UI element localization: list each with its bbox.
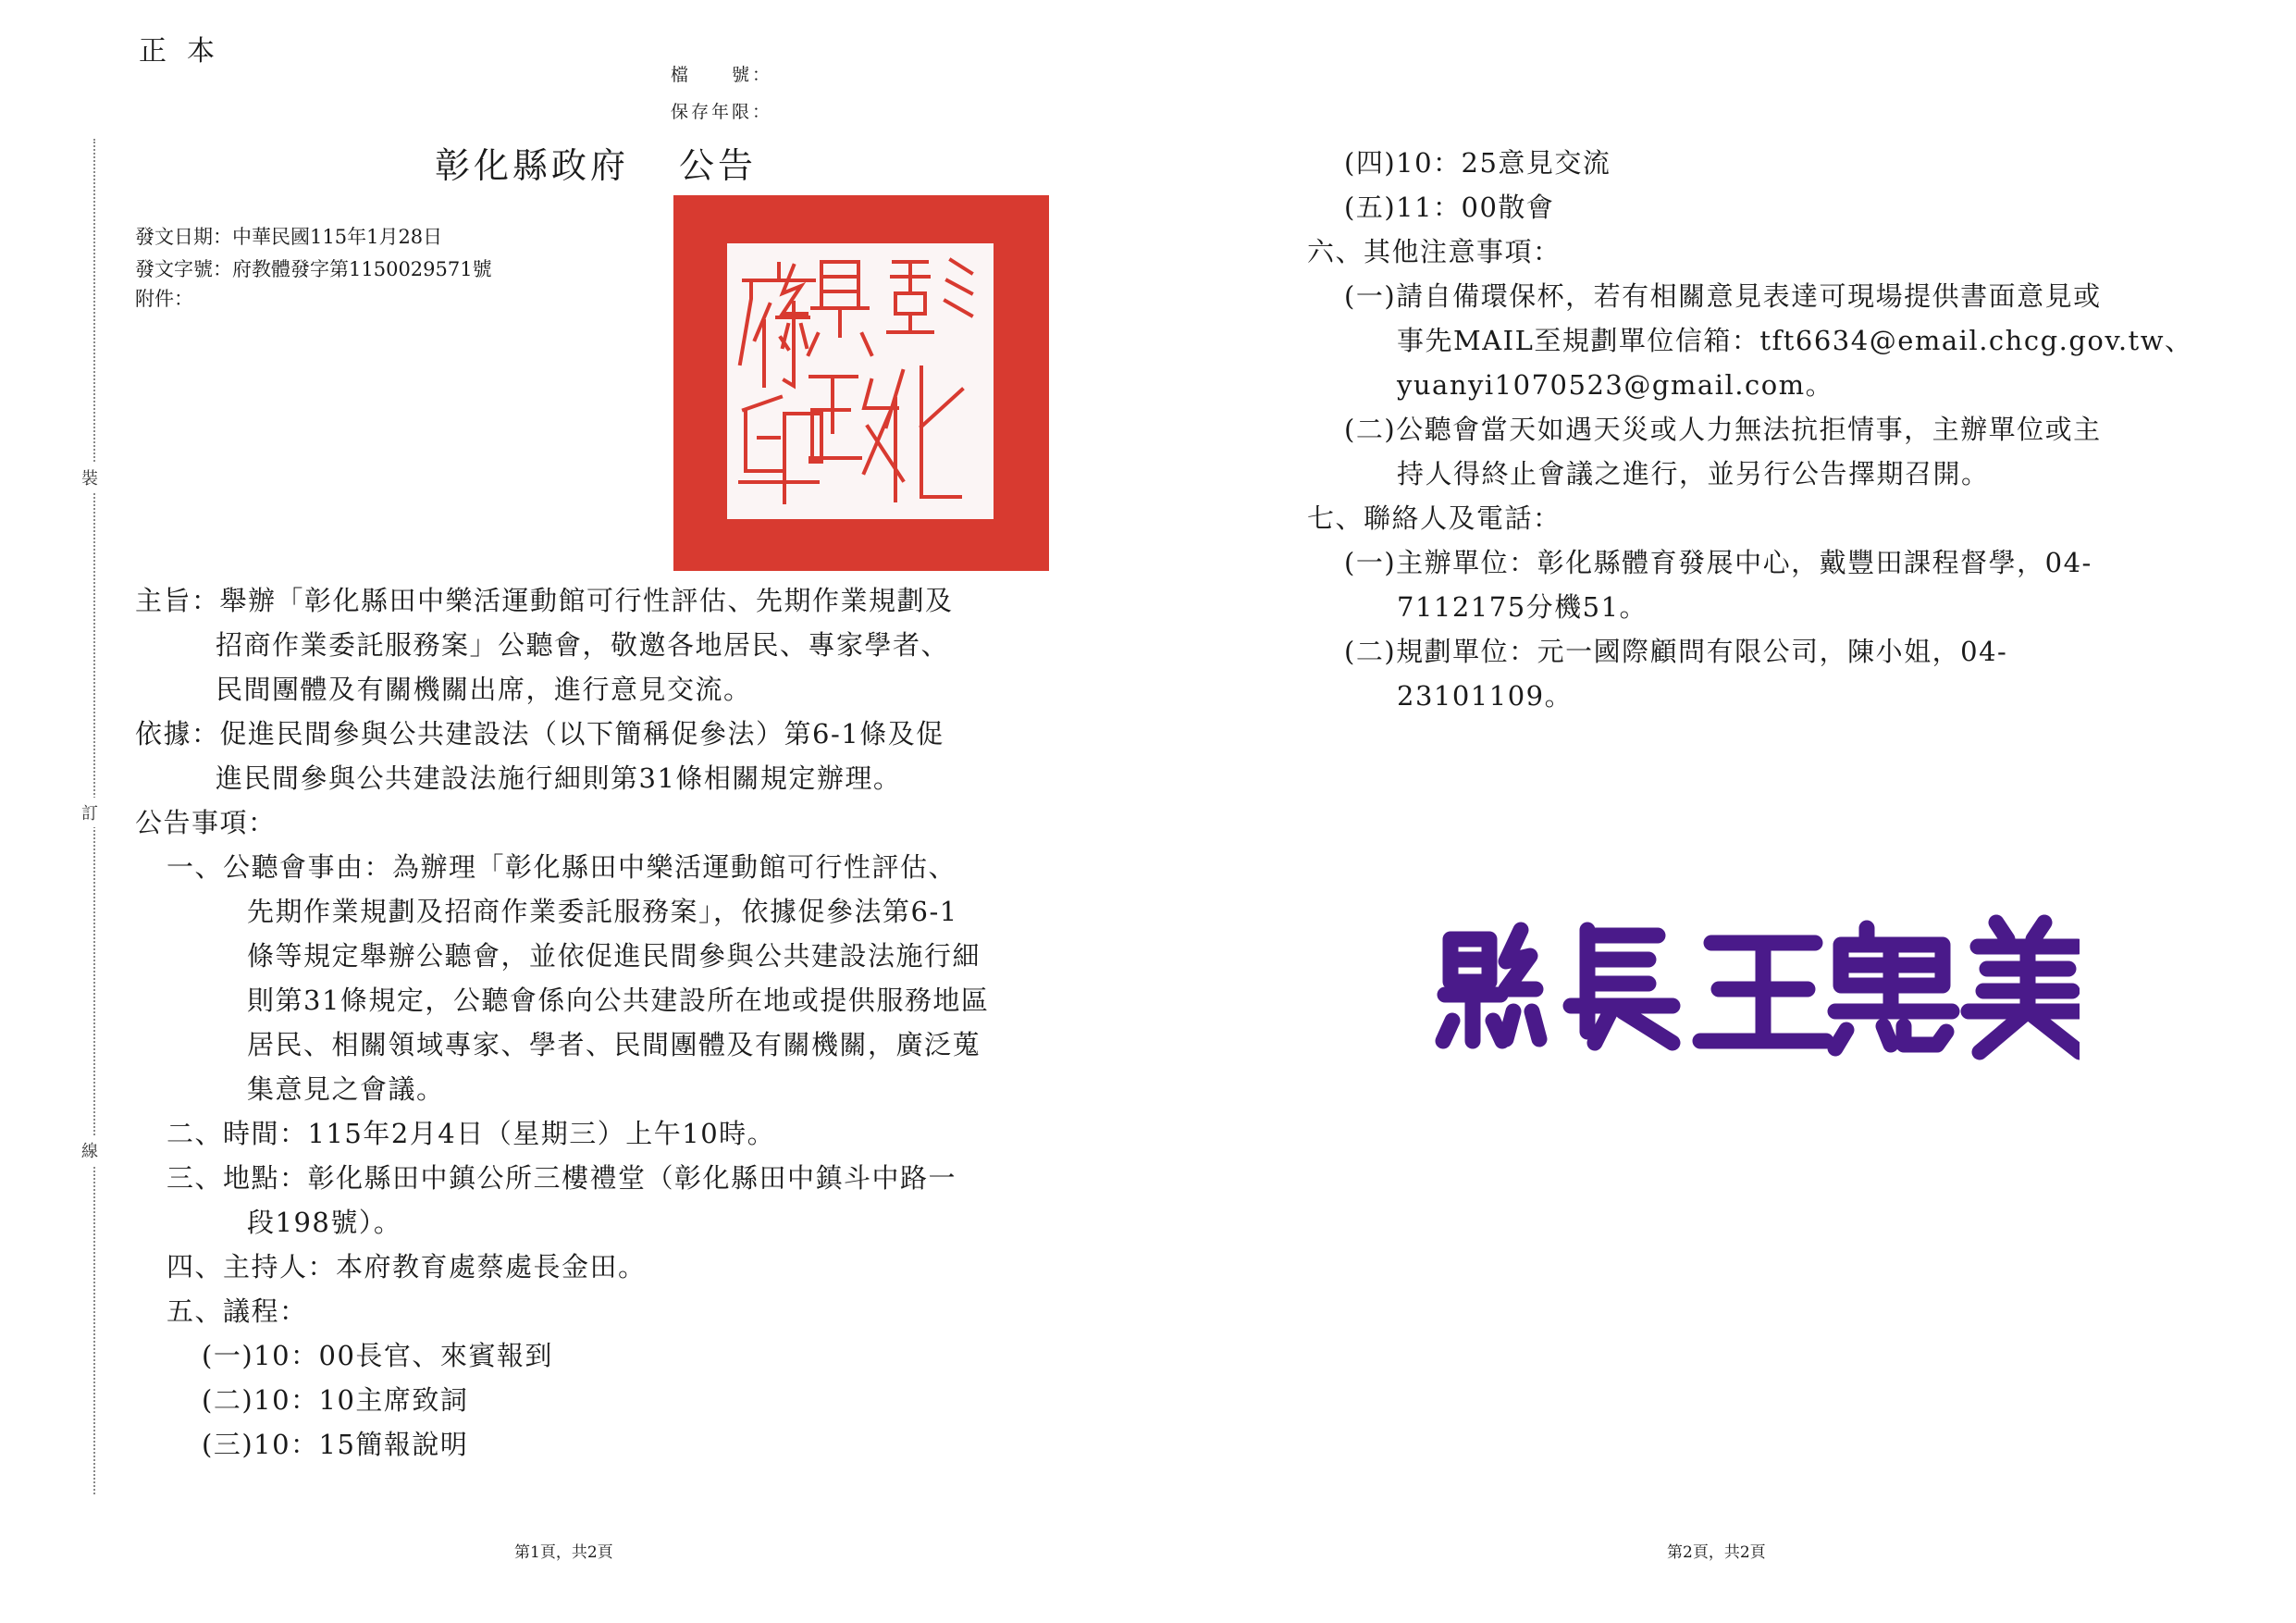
item-1-line: 條等規定舉辦公聽會，並依促進民間參與公共建設法施行細	[247, 940, 981, 972]
binding-mark-staple: 訂	[81, 798, 98, 827]
retention-period-label: 保存年限：	[671, 102, 773, 122]
item-1-line: 居民、相關領域專家、學者、民間團體及有關機關，廣泛蒐	[247, 1029, 981, 1060]
seal-image	[673, 195, 1049, 571]
subject-line: 民間團體及有關機關出席，進行意見交流。	[216, 674, 752, 705]
item-3-line: 段198號）。	[247, 1207, 402, 1238]
document-type: 公告	[679, 145, 758, 186]
item-7-2-line: (二)規劃單位：元一國際顧問有限公司，陳小姐，04-	[1344, 636, 2008, 667]
subject-line: 主旨：舉辦「彰化縣田中樂活運動館可行性評估、先期作業規劃及	[135, 585, 954, 616]
item-7-2-line: 23101109。	[1397, 680, 1574, 712]
agenda-item: (五)11：00散會	[1344, 192, 1555, 223]
item-1-line: 集意見之會議。	[247, 1073, 445, 1105]
agenda-item: (一)10：00長官、來賓報到	[202, 1340, 553, 1371]
subject-line: 招商作業委託服務案」公聽會，敬邀各地居民、專家學者、	[216, 629, 950, 661]
basis-line: 依據：促進民間參與公共建設法（以下簡稱促參法）第6-1條及促	[135, 718, 944, 750]
agenda-item: (二)10：10主席致詞	[202, 1384, 469, 1416]
item-6-heading: 六、其他注意事項：	[1307, 236, 1562, 267]
official-seal	[673, 195, 1049, 571]
page-number-1: 第1頁，共2頁	[514, 1543, 613, 1562]
item-6-1-line: yuanyi1070523@gmail.com。	[1397, 369, 1834, 401]
document-number: 發文字號：府教體發字第1150029571號	[135, 258, 492, 280]
item-6-1-line: 事先MAIL至規劃單位信箱：tft6634@email.chcg.gov.tw、	[1397, 325, 2193, 356]
page-2-body	[1307, 141, 2193, 718]
signature-image	[1432, 902, 2080, 1069]
agenda-item: (四)10：25意見交流	[1344, 147, 1611, 179]
page-number-2: 第2頁，共2頁	[1667, 1543, 1766, 1562]
item-6-2-line: 持人得終止會議之進行，並另行公告擇期召開。	[1397, 458, 1990, 489]
issuing-agency: 彰化縣政府	[435, 145, 630, 186]
issue-date: 發文日期：中華民國115年1月28日	[135, 226, 443, 248]
archive-number-label: 檔 號：	[671, 65, 773, 85]
item-5-heading: 五、議程：	[167, 1295, 308, 1327]
document-title	[435, 137, 757, 188]
item-1-line: 一、公聽會事由：為辦理「彰化縣田中樂活運動館可行性評估、	[167, 851, 957, 883]
agenda-item: (三)10：15簡報說明	[202, 1429, 469, 1460]
magistrate-signature	[1432, 902, 2080, 1069]
item-1-line: 則第31條規定，公聽會係向公共建設所在地或提供服務地區	[247, 985, 990, 1016]
item-7-heading: 七、聯絡人及電話：	[1307, 502, 1562, 534]
item-7-1-line: (一)主辦單位：彰化縣體育發展中心，戴豐田課程督學，04-	[1344, 547, 2092, 578]
attachment-label: 附件：	[135, 288, 193, 310]
item-4-host: 四、主持人：本府教育處蔡處長金田。	[167, 1251, 647, 1282]
subject-paragraph	[135, 578, 989, 1467]
item-3-line: 三、地點：彰化縣田中鎮公所三樓禮堂（彰化縣田中鎮斗中路一	[167, 1162, 957, 1194]
notice-heading: 公告事項：	[135, 807, 277, 838]
item-6-1-line: (一)請自備環保杯，若有相關意見表達可現場提供書面意見或	[1344, 280, 2102, 312]
item-6-2-line: (二)公聽會當天如遇天災或人力無法抗拒情事，主辦單位或主	[1344, 414, 2102, 445]
item-7-1-line: 7112175分機51。	[1397, 591, 1648, 623]
basis-line: 進民間參與公共建設法施行細則第31條相關規定辦理。	[216, 762, 902, 794]
item-1-line: 先期作業規劃及招商作業委託服務案」，依據促參法第6-1	[247, 896, 958, 927]
item-2-time: 二、時間：115年2月4日（星期三）上午10時。	[167, 1118, 776, 1149]
binding-mark-bind: 裝	[81, 463, 98, 492]
binding-mark-line: 線	[81, 1135, 98, 1165]
copy-mark: 正本	[139, 35, 235, 68]
